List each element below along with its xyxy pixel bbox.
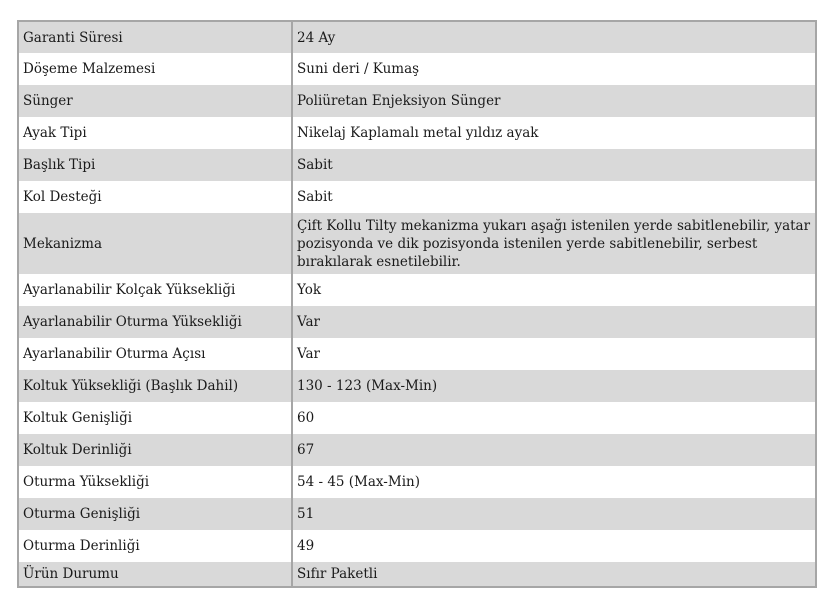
spec-label-seat-depth: Oturma Derinliği [18,530,292,562]
spec-value-chair-depth: 67 [292,434,816,466]
spec-label-chair-height: Koltuk Yüksekliği (Başlık Dahil) [18,370,292,402]
spec-label-adjustable-armrest-height: Ayarlanabilir Kolçak Yüksekliği [18,274,292,306]
spec-value-adjustable-armrest-height: Yok [292,274,816,306]
table-row [18,370,816,402]
spec-label-adjustable-seat-height: Ayarlanabilir Oturma Yüksekliği [18,306,292,338]
table-row [18,498,816,530]
table-row [18,149,816,181]
table-row [18,274,816,306]
table-row [18,85,816,117]
spec-value-chair-height: 130 - 123 (Max-Min) [292,370,816,402]
table-row [18,21,816,53]
product-spec-table [17,20,817,588]
table-row [18,213,816,274]
spec-value-upholstery: Suni deri / Kumaş [292,53,816,85]
table-row [18,181,816,213]
spec-value-foam: Poliüretan Enjeksiyon Sünger [292,85,816,117]
spec-label-product-condition: Ürün Durumu [18,562,292,587]
spec-value-adjustable-seat-height: Var [292,306,816,338]
table-row [18,434,816,466]
spec-value-seat-height: 54 - 45 (Max-Min) [292,466,816,498]
spec-label-chair-depth: Koltuk Derinliği [18,434,292,466]
spec-label-headrest-type: Başlık Tipi [18,149,292,181]
spec-value-seat-width: 51 [292,498,816,530]
table-row [18,338,816,370]
table-row [18,402,816,434]
spec-value-mechanism: Çift Kollu Tilty mekanizma yukarı aşağı istenilen yerde sabitlenebilir, yatar pozisyonda ve dik pozisyonda istenilen yerde sabitlenebilir, serbest bırakılarak esnetilebilir. [292,213,816,274]
spec-label-chair-width: Koltuk Genişliği [18,402,292,434]
spec-label-mechanism: Mekanizma [18,213,292,274]
spec-value-adjustable-seat-angle: Var [292,338,816,370]
spec-value-base-type: Nikelaj Kaplamalı metal yıldız ayak [292,117,816,149]
spec-label-seat-width: Oturma Genişliği [18,498,292,530]
spec-value-armrest: Sabit [292,181,816,213]
spec-label-warranty: Garanti Süresi [18,21,292,53]
table-row [18,466,816,498]
spec-label-seat-height: Oturma Yüksekliği [18,466,292,498]
spec-label-base-type: Ayak Tipi [18,117,292,149]
spec-value-warranty: 24 Ay [292,21,816,53]
table-row [18,562,816,587]
spec-value-headrest-type: Sabit [292,149,816,181]
spec-value-chair-width: 60 [292,402,816,434]
table-row [18,117,816,149]
table-row [18,306,816,338]
spec-label-foam: Sünger [18,85,292,117]
spec-value-seat-depth: 49 [292,530,816,562]
spec-label-adjustable-seat-angle: Ayarlanabilir Oturma Açısı [18,338,292,370]
spec-value-product-condition: Sıfır Paketli [292,562,816,587]
table-row [18,53,816,85]
table-row [18,530,816,562]
spec-label-upholstery: Döşeme Malzemesi [18,53,292,85]
spec-label-armrest: Kol Desteği [18,181,292,213]
